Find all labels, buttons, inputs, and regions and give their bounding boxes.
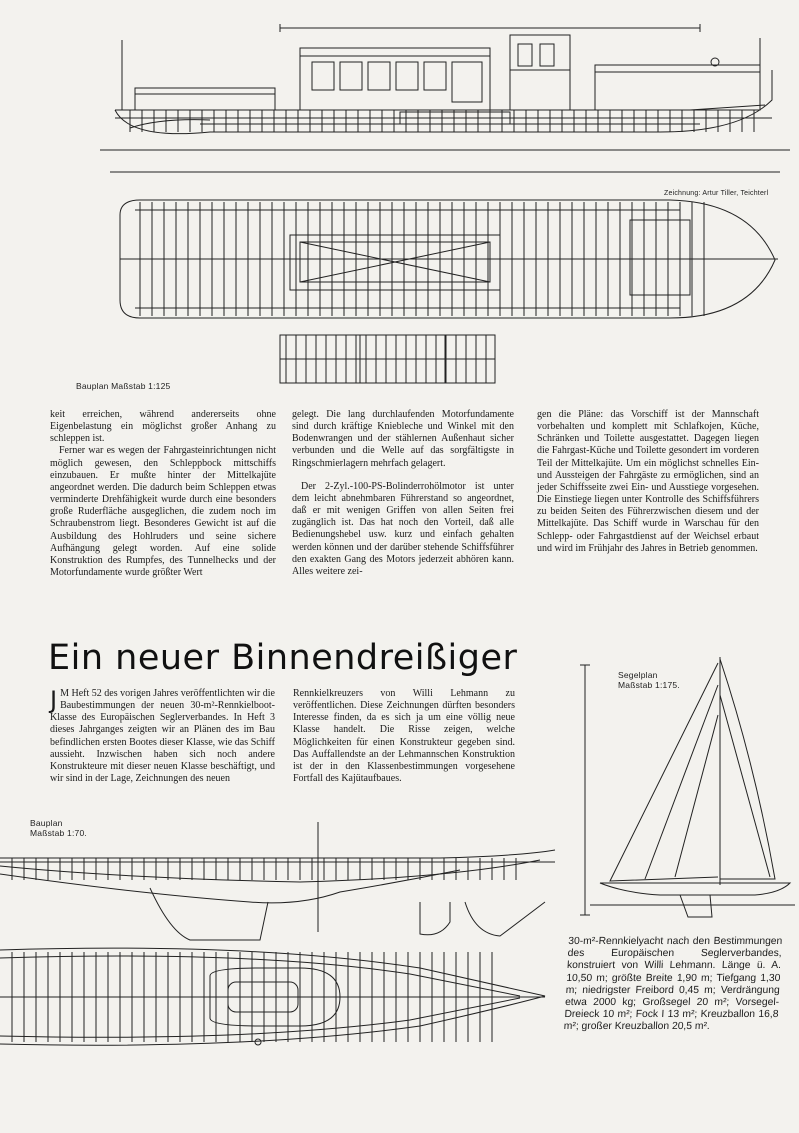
article2-col1-text: M Heft 52 des vorigen Jahres veröffentlichten wir die Baubestimmungen der neuen 30-m²-Rennkielboot-Klasse des Europäischen Seglerverbandes. In Heft 3 dieses Jahrganges zeigten wir an Plänen des im Bau befindlichen ersten Bootes dieser Klasse, wie das Schiff aussieht. Inzwischen haben sich noch andere Konstrukteure mit dieser neuen Klasse beschäftigt, und wir sind in der Lage, Zeichnungen des neuen — [50, 688, 275, 785]
article1-column-3 — [537, 409, 759, 555]
article2-col2-text: Rennkielkreuzers von Willi Lehmann zu veröffentlichen. Diese Zeichnungen dürften besonders Interesse finden, da es sich ja um eine völlig neue Klasse handelt. Die Risse zeigen, welche Möglichkeiten für einen Konstrukteur gegeben sind. Das Auffallendste an der Lehmannschen Konstruktion ist der in den Klassenbestimmungen vorgesehene Fortfall des Kajütaufbaues. — [293, 688, 515, 785]
segelplan-scale-label: Segelplan Maßstab 1:175. — [618, 670, 680, 690]
yacht-deck-plan-drawing — [0, 938, 560, 1056]
article1-col1-para-2: Ferner war es wegen der Fahrgasteinrichtungen nicht möglich gewesen, den Schleppbock mittschiffs einzubauen. Er mußte hinter der Mittelkajüte angeordnet werden. Die dadurch beim Schleppen etwas verminderte Drehfähigkeit wurde durch eine besonders große Ruderfläche ausgeglichen, die zudem noch im Schraubenstrom liegt. Besonderes Gewicht ist auf die Ausbildung des Hohlruders und seine sichere Aufhängung gelegt worden. Auf eine solide Konstruktion des Rumpfes, des Tunnelhecks und der Motorfundamente wurde größter Wert — [50, 445, 276, 579]
article1-column-1 — [50, 409, 276, 579]
article1-col2-para-1: gelegt. Die lang durchlaufenden Motorfundamente sind durch kräftige Kniebleche und Winkel mit den Bodenwrangen und der stählernen Außenhaut sicher verbunden und die Welle auf das sorgfältigste in Ringschmierlagern mehrfach gelagert. — [292, 409, 514, 469]
article1-col1-para-1: keit erreichen, während andererseits ohne Eigenbelastung ein möglichst großer Anhang zu schleppen ist. — [50, 409, 276, 445]
yacht-caption: 30-m²-Rennkielyacht nach den Bestimmungen des Europäischen Seglerverbandes, konstruiert von Willi Lehmann. Länge ü. A. 10,50 m; größte Breite 1,90 m; Tiefgang 1,30 m; niedrigster Freibord 0,45 m; Verdrängung etwa 2000 kg; Großsegel 20 m²; Vorsegel-Dreieck 10 m²; Fock I 13 m²; Kreuzballon 16,8 m²; großer Kreuzballon 20,5 m². — [563, 936, 783, 1033]
bauplan-scale-label: Bauplan Maßstab 1:70. — [30, 818, 87, 838]
tugboat-profile-drawing — [100, 10, 790, 160]
article2-dropcap: J — [50, 686, 58, 714]
sail-plan-drawing — [570, 655, 795, 925]
article1-col3-para-1: gen die Pläne: das Vorschiff ist der Mannschaft vorbehalten und komplett mit Schlafkojen, Küche, Schränken und Toilette ausgestattet. Dagegen liegen die Fahrgast-Küche und Toilette gesondert im vorderen Teil der Mittelkajüte. Um ein möglichst schnelles Ein- und Aussteigen der Fahrgäste zu ermöglichen, sind an jeder Schiffsseite zwei Ein- und Ausstiege vorgesehen. Die Einstiege liegen unter Kontrolle des Schiffsführers zu beiden Seiten des Führerzwischen diesem und der Mittelkajüte. Das Schiff wurde in Warschau für den Schlepp- oder Fahrgastdienst auf der Weichsel erbaut und wird im Frühjahr des Jahres in Betrieb genommen. — [537, 409, 759, 554]
top-drawing-credit: Zeichnung: Artur Tiller, Teichterl — [664, 190, 769, 197]
yacht-profile-drawing — [0, 822, 560, 942]
article1-column-2 — [292, 409, 514, 578]
article1-col2-para-2: Der 2-Zyl.-100-PS-Bolinderrohölmotor ist unter dem leicht abnehmbaren Führerstand so angeordnet, daß er mit wenigen Griffen von allen Seiten frei zugänglich ist. Das hat noch den Vorteil, daß alle Bedienungshebel usw. kurz und einfach gehalten werden können und der darüber stehende Schiffsführer den exakten Gang des Motors jederzeit abhören kann. Alles weitere zei- — [292, 480, 514, 577]
article2-headline: Ein neuer Binnendreißiger — [48, 638, 518, 678]
article2-column-2 — [293, 688, 515, 785]
top-scale-label: Bauplan Maßstab 1:125 — [76, 381, 171, 391]
article2-column-1 — [50, 688, 275, 785]
